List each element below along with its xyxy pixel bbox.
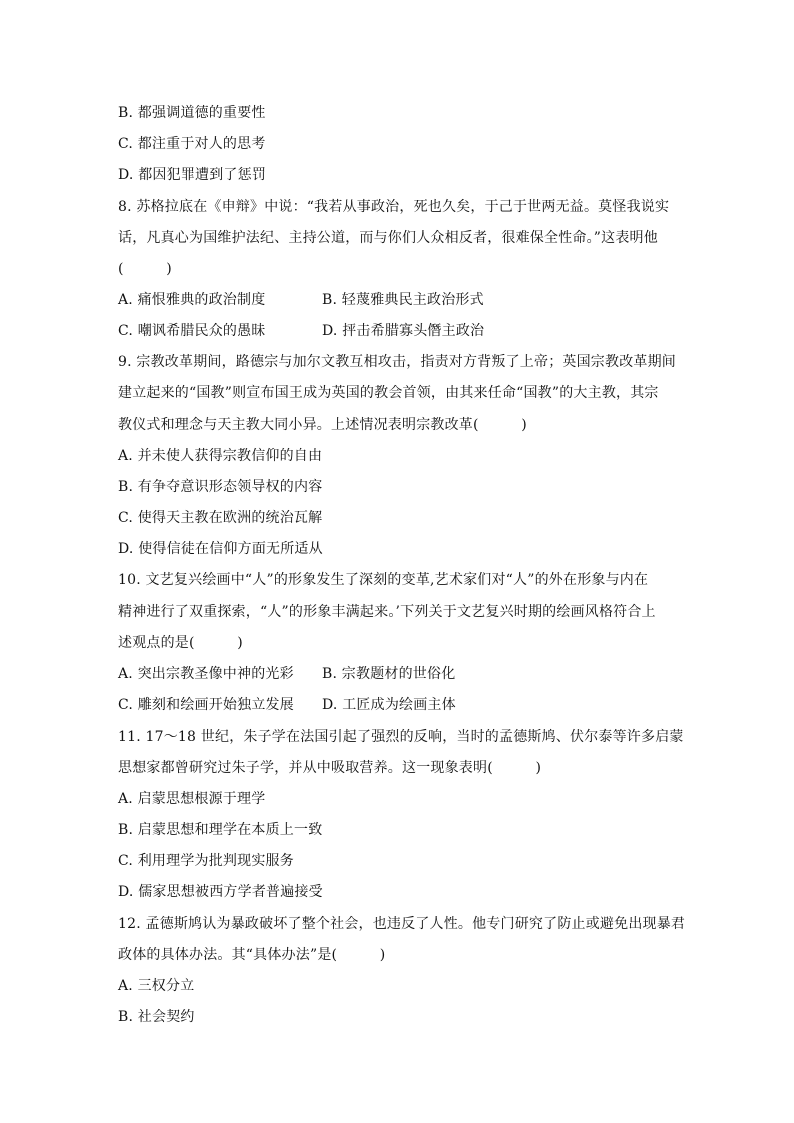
q9-option-b: B. 有争夺意识形态领导权的内容	[118, 479, 323, 495]
q12-stem-line-2: 政体的具体办法。其“具体办法”是( )	[118, 947, 386, 963]
q9-stem-line-3: 教仪式和理念与天主教大同小异。上述情况表明宗教改革( )	[118, 417, 527, 433]
q11-option-a: A. 启蒙思想根源于理学	[118, 791, 266, 807]
q9-option-c: C. 使得天主教在欧洲的统治瓦解	[118, 510, 323, 526]
q10-stem-line-3: 述观点的是( )	[118, 635, 243, 651]
q10-stem-line-2: 精神进行了双重探索，“人”的形象丰满起来。’下列关于文艺复兴时期的绘画风格符合上	[118, 604, 656, 620]
q10-stem-line-1: 10. 文艺复兴绘画中“人”的形象发生了深刻的变革,艺术家们对“人”的外在形象与内在	[118, 572, 649, 588]
q8-option-c: C. 嘲讽希腊民众的愚昧	[118, 323, 266, 339]
q8-option-d: D. 抨击希腊寡头僭主政治	[322, 323, 485, 339]
q11-stem-line-1: 11. 17～18 世纪，朱子学在法国引起了强烈的反响，当时的孟德斯鸠、伏尔泰等许多启蒙	[118, 729, 684, 745]
q9-stem-line-2: 建立起来的“国教”则宣布国王成为英国的教会首领，由其来任命“国教”的大主教，其宗	[118, 385, 659, 401]
q10-option-a: A. 突出宗教圣像中神的光彩	[118, 666, 294, 682]
q12-stem-line-1: 12. 孟德斯鸠认为暴政破坏了整个社会，也违反了人性。他专门研究了防止或避免出现暴君	[118, 916, 686, 932]
q11-stem-line-2: 思想家都曾研究过朱子学，并从中吸取营养。这一现象表明( )	[118, 760, 542, 776]
q9-option-a: A. 并未使人获得宗教信仰的自由	[118, 448, 323, 464]
q8-stem-line-2: 话，凡真心为国维护法纪、主持公道，而与你们人众相反者，很难保全性命。”这表明他	[118, 230, 658, 246]
q11-option-b: B. 启蒙思想和理学在本质上一致	[118, 822, 323, 838]
q10-option-c: C. 雕刻和绘画开始独立发展	[118, 697, 294, 713]
q10-option-d: D. 工匠成为绘画主体	[322, 697, 456, 713]
q8-answer-blank: ( )	[118, 261, 172, 277]
q8-option-a: A. 痛恨雅典的政治制度	[118, 292, 266, 308]
q7-option-b: B. 都强调道德的重要性	[118, 105, 266, 121]
q11-option-c: C. 利用理学为批判现实服务	[118, 853, 294, 869]
q11-option-d: D. 儒家思想被西方学者普遍接受	[118, 884, 323, 900]
q8-option-b: B. 轻蔑雅典民主政治形式	[322, 292, 484, 308]
q9-option-d: D. 使得信徒在信仰方面无所适从	[118, 541, 323, 557]
q10-option-b: B. 宗教题材的世俗化	[322, 666, 456, 682]
q8-stem-line-1: 8. 苏格拉底在《申辩》中说：“我若从事政治，死也久矣，于己于世两无益。莫怪我说实	[118, 199, 670, 215]
q9-stem-line-1: 9. 宗教改革期间，路德宗与加尔文教互相攻击，指责对方背叛了上帝；英国宗教改革期间	[118, 354, 677, 370]
q12-option-a: A. 三权分立	[118, 978, 195, 994]
q7-option-d: D. 都因犯罪遭到了惩罚	[118, 167, 267, 183]
q12-option-b: B. 社会契约	[118, 1009, 195, 1025]
q7-option-c: C. 都注重于对人的思考	[118, 136, 266, 152]
